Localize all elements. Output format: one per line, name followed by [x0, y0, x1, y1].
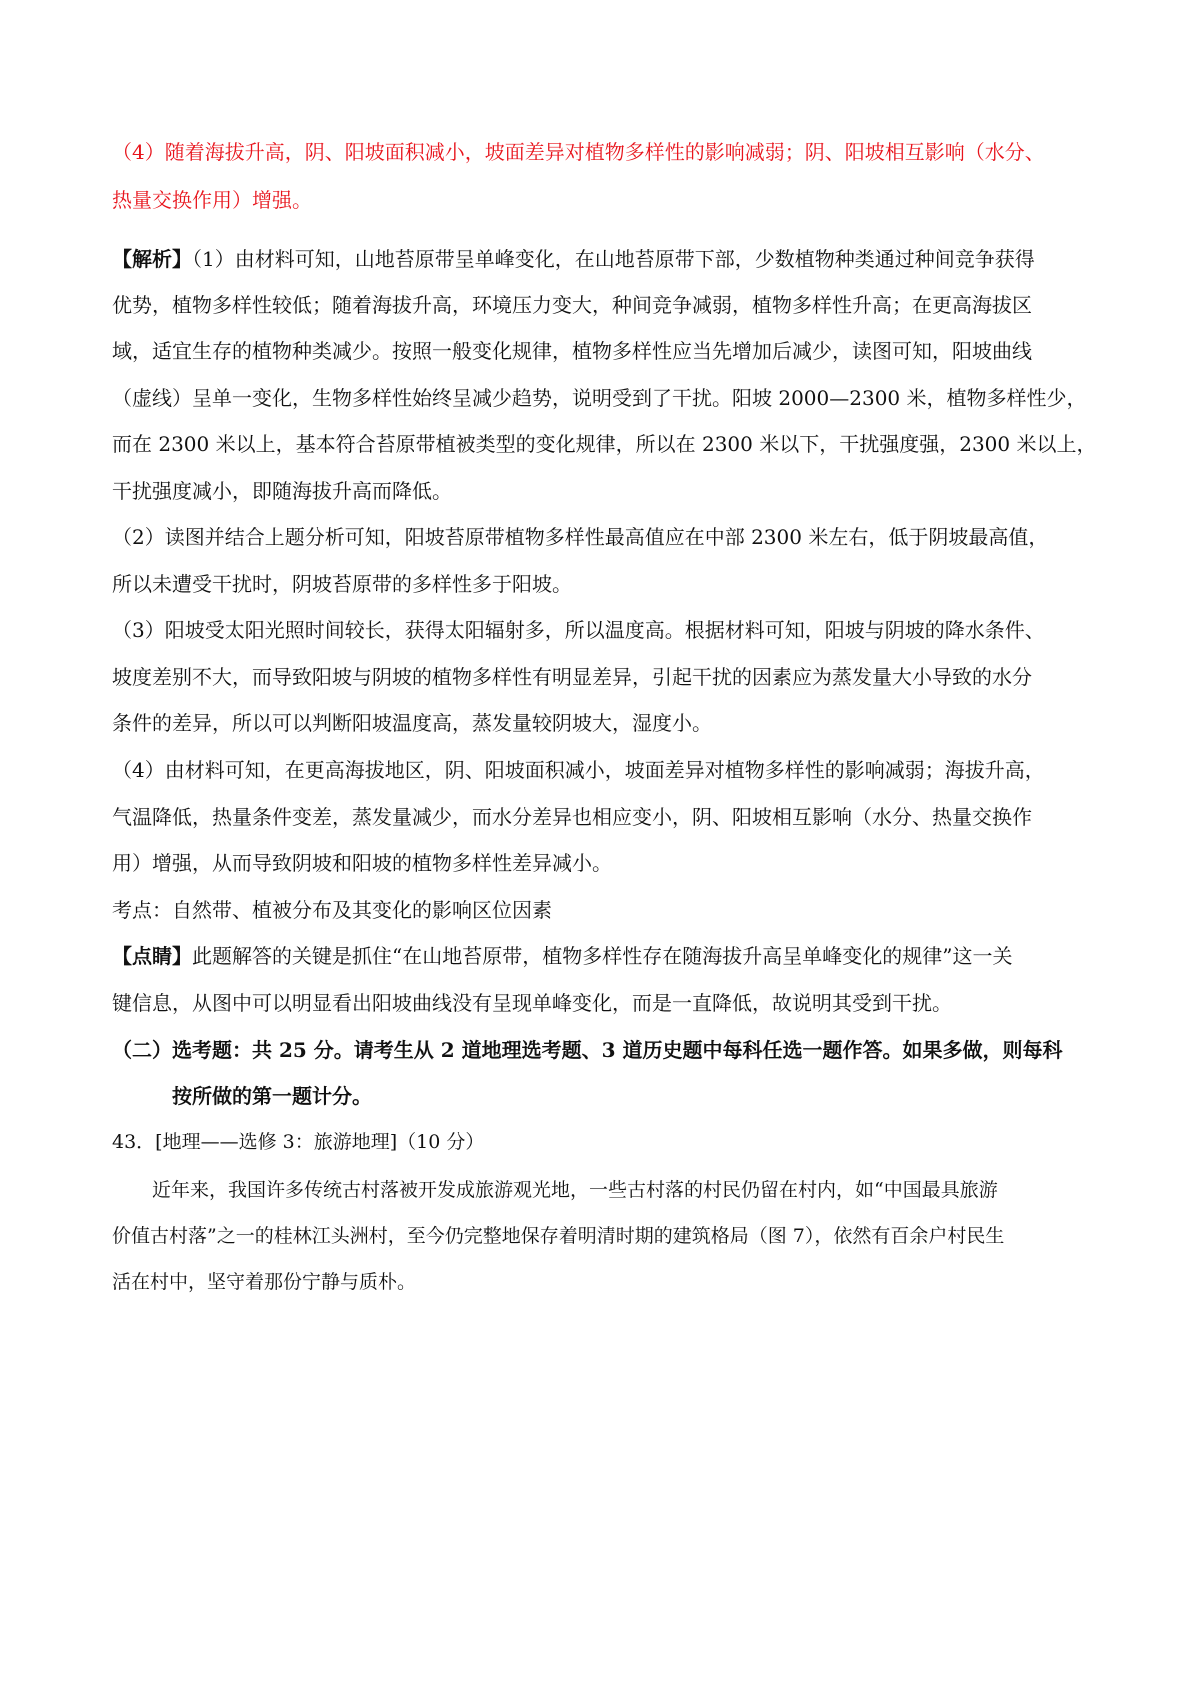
- answer-4-line-2: 热量交换作用）增强。: [112, 188, 312, 212]
- question-43-line-3: 活在村中，坚守着那份宁静与质朴。: [112, 1271, 417, 1293]
- dianjing-line-1: [112, 942, 1012, 970]
- dianjing-line-2: 键信息，从图中可以明显看出阳坡曲线没有呈现单峰变化，而是一直降低，故说明其受到干扰。: [112, 991, 952, 1015]
- analysis-p1-line-5: 而在 2300 米以上，基本符合苔原带植被类型的变化规律，所以在 2300 米以下，干扰强度强，2300 米以上，: [112, 432, 1097, 456]
- analysis-p3-line-1: （3）阳坡受太阳光照时间较长，获得太阳辐射多，所以温度高。根据材料可知，阳坡与阴坡的降水条件、: [112, 618, 1045, 642]
- analysis-p2-line-2: 所以未遭受干扰时，阴坡苔原带的多样性多于阳坡。: [112, 572, 572, 596]
- analysis-p3-line-2: 坡度差别不大，而导致阳坡与阴坡的植物多样性有明显差异，引起干扰的因素应为蒸发量大小导致的水分: [112, 665, 1032, 689]
- analysis-p1-text: （1）由材料可知，山地苔原带呈单峰变化，在山地苔原带下部，少数植物种类通过种间竞争获得: [192, 247, 1035, 271]
- section-2-line-2: 按所做的第一题计分。: [172, 1084, 372, 1108]
- analysis-p1-line-2: 优势，植物多样性较低；随着海拔升高，环境压力变大，种间竞争减弱，植物多样性升高；在更高海拔区: [112, 293, 1032, 317]
- dianjing-text: 此题解答的关键是抓住“在山地苔原带，植物多样性存在随海拔升高呈单峰变化的规律”这一关: [192, 944, 1013, 968]
- analysis-p1-line-3: 域，适宜生存的植物种类减少。按照一般变化规律，植物多样性应当先增加后减少，读图可知，阳坡曲线: [112, 339, 1032, 363]
- analysis-p4-line-2: 气温降低，热量条件变差，蒸发量减少，而水分差异也相应变小，阴、阳坡相互影响（水分、热量交换作: [112, 805, 1032, 829]
- analysis-p2-line-1: （2）读图并结合上题分析可知，阳坡苔原带植物多样性最高值应在中部 2300 米左右，低于阴坡最高值，: [112, 525, 1049, 549]
- dianjing-label: 【点睛】: [112, 944, 192, 968]
- question-43-title: 43．[地理——选修 3：旅游地理]（10 分）: [112, 1131, 485, 1153]
- analysis-p3-line-3: 条件的差异，所以可以判断阳坡温度高，蒸发量较阴坡大，湿度小。: [112, 711, 712, 735]
- analysis-p4-line-1: （4）由材料可知，在更高海拔地区，阴、阳坡面积减小，坡面差异对植物多样性的影响减弱；海拔升高，: [112, 758, 1045, 782]
- kaodian: 考点：自然带、植被分布及其变化的影响区位因素: [112, 898, 552, 922]
- answer-4-line-1: （4）随着海拔升高，阴、阳坡面积减小，坡面差异对植物多样性的影响减弱；阴、阳坡相互影响（水分、: [112, 140, 1045, 164]
- analysis-p4-line-3: 用）增强，从而导致阴坡和阳坡的植物多样性差异减小。: [112, 851, 612, 875]
- section-2-line-1: （二）选考题：共 25 分。请考生从 2 道地理选考题、3 道历史题中每科任选一题作答。如果多做，则每科: [112, 1038, 1063, 1062]
- analysis-label: 【解析】: [112, 247, 192, 271]
- question-43-line-2: 价值古村落”之一的桂林江头洲村，至今仍完整地保存着明清时期的建筑格局（图 7），依然有百余户村民生: [112, 1225, 1005, 1247]
- analysis-p1-line-6: 干扰强度减小，即随海拔升高而降低。: [112, 479, 452, 503]
- question-43-line-1: 近年来，我国许多传统古村落被开发成旅游观光地，一些古村落的村民仍留在村内，如“中国最具旅游: [152, 1179, 998, 1201]
- analysis-p1-line-1: [112, 245, 1035, 273]
- analysis-p1-line-4: （虚线）呈单一变化，生物多样性始终呈减少趋势，说明受到了干扰。阳坡 2000—2300 米，植物多样性少，: [112, 386, 1087, 410]
